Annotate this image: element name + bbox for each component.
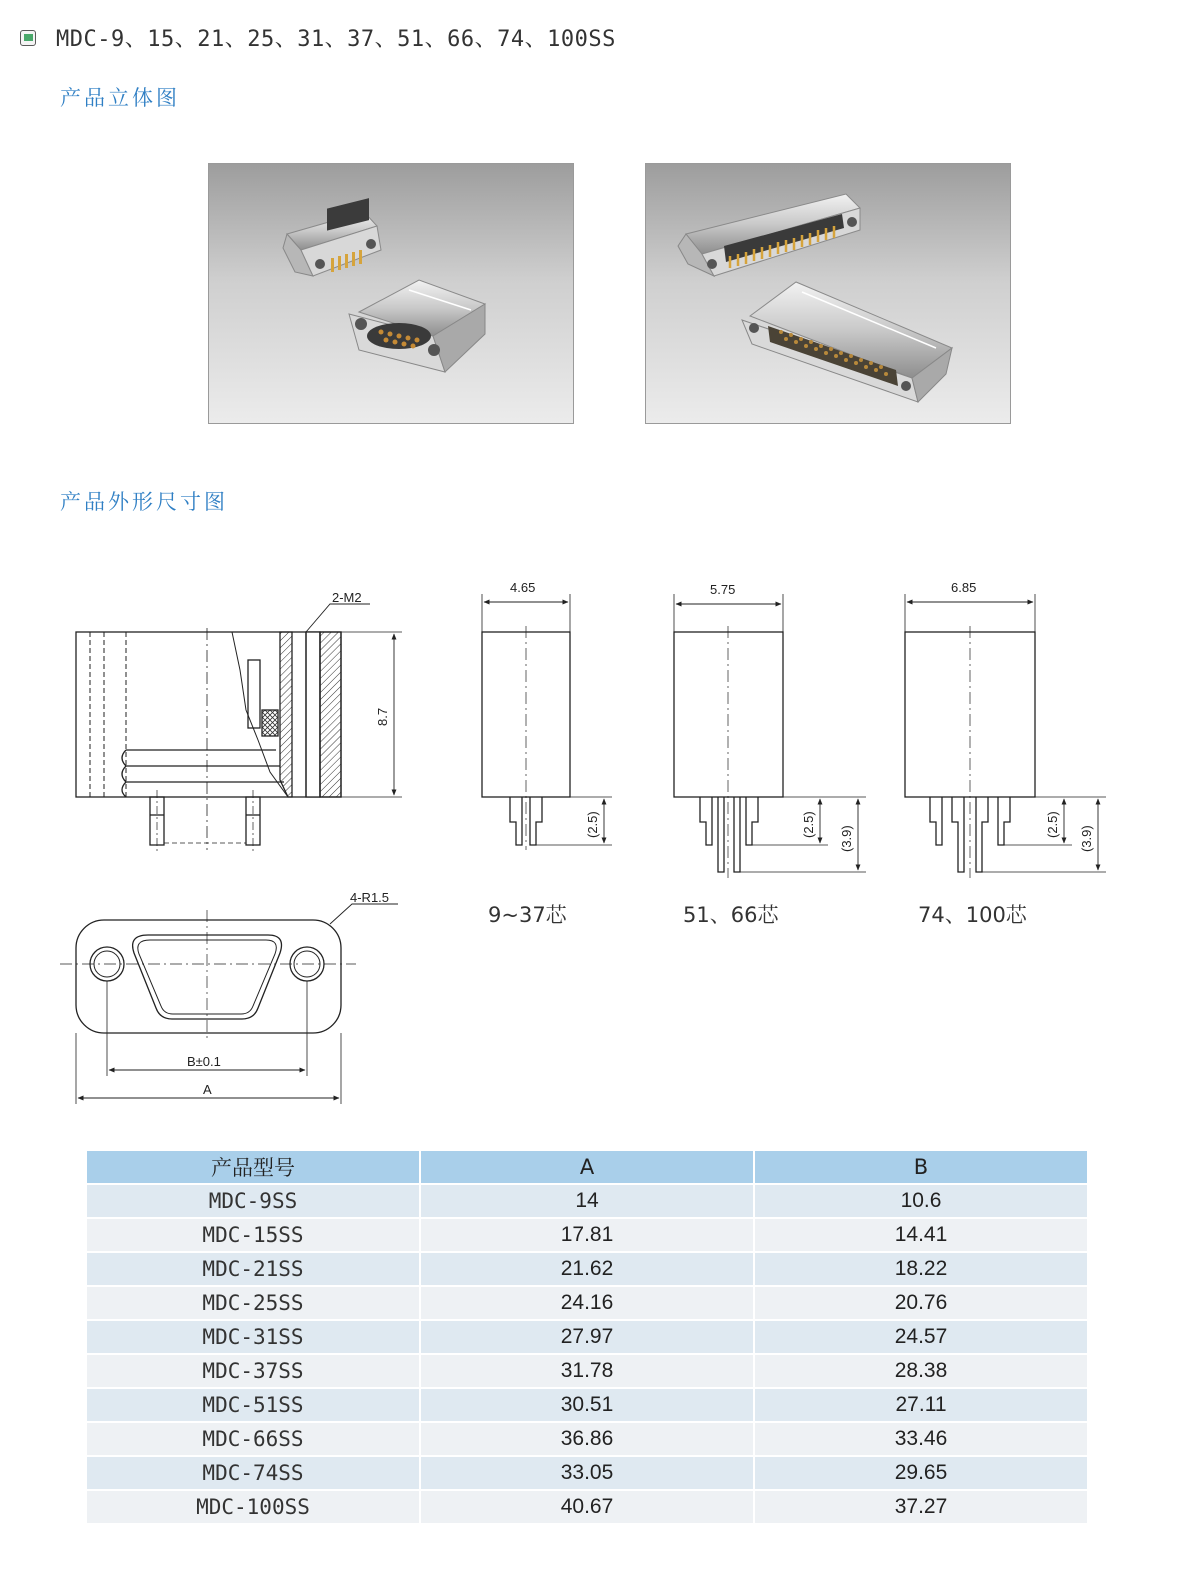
- variant-2-pin-short: (2.5): [801, 811, 816, 838]
- label-b: B±0.1: [187, 1054, 221, 1069]
- cell-a: 36.86: [420, 1422, 754, 1456]
- cell-model: MDC-21SS: [87, 1252, 420, 1286]
- label-radius: 4-R1.5: [350, 890, 390, 905]
- cell-a: 14: [420, 1184, 754, 1218]
- cell-a: 33.05: [420, 1456, 754, 1490]
- variant-1-pin-short: (2.5): [585, 811, 600, 838]
- variant-3-pin-short: (2.5): [1045, 811, 1060, 838]
- label-2m2: 2-M2: [332, 590, 362, 605]
- cell-model: MDC-15SS: [87, 1218, 420, 1252]
- cell-b: 33.46: [754, 1422, 1088, 1456]
- table-row: [87, 1286, 1088, 1320]
- section-heading-photos: 产品立体图: [60, 86, 180, 110]
- side-view-drawing: [76, 604, 402, 852]
- page-title: MDC-9、15、21、25、31、37、51、66、74、100SS: [56, 27, 616, 52]
- cell-model: MDC-37SS: [87, 1354, 420, 1388]
- cell-model: MDC-51SS: [87, 1388, 420, 1422]
- front-view-drawing: [60, 904, 398, 1104]
- square-bullet-icon: [20, 30, 36, 46]
- table-row: [87, 1218, 1088, 1252]
- variant-3-pin-long: (3.9): [1079, 825, 1094, 852]
- cell-a: 27.97: [420, 1320, 754, 1354]
- cell-b: 10.6: [754, 1184, 1088, 1218]
- cell-model: MDC-100SS: [87, 1490, 420, 1524]
- cell-b: 18.22: [754, 1252, 1088, 1286]
- table-row: [87, 1354, 1088, 1388]
- cell-model: MDC-9SS: [87, 1184, 420, 1218]
- cell-b: 28.38: [754, 1354, 1088, 1388]
- product-photo-small-connectors: [208, 163, 574, 424]
- title-row: [20, 22, 616, 53]
- section-heading-dimensions: 产品外形尺寸图: [60, 490, 228, 514]
- cell-b: 37.27: [754, 1490, 1088, 1524]
- cell-model: MDC-74SS: [87, 1456, 420, 1490]
- column-header-model: 产品型号: [87, 1151, 420, 1184]
- variant-drawing-74-100: [905, 594, 1106, 878]
- label-height: 8.7: [375, 707, 390, 726]
- cell-a: 30.51: [420, 1388, 754, 1422]
- variant-1-caption: 9~37芯: [488, 903, 567, 927]
- cell-a: 17.81: [420, 1218, 754, 1252]
- variant-2-pin-long: (3.9): [839, 825, 854, 852]
- spec-table: [87, 1151, 1089, 1525]
- table-row: [87, 1490, 1088, 1524]
- cell-a: 31.78: [420, 1354, 754, 1388]
- label-a: A: [203, 1082, 212, 1097]
- table-row: [87, 1422, 1088, 1456]
- variant-3-width: 6.85: [951, 580, 977, 595]
- cell-a: 24.16: [420, 1286, 754, 1320]
- product-photo-large-connectors: [645, 163, 1011, 424]
- cell-b: 24.57: [754, 1320, 1088, 1354]
- table-row: [87, 1252, 1088, 1286]
- cell-b: 20.76: [754, 1286, 1088, 1320]
- table-row: [87, 1184, 1088, 1218]
- cell-b: 27.11: [754, 1388, 1088, 1422]
- table-header-row: [87, 1151, 1088, 1184]
- variant-drawing-51-66: [674, 594, 866, 878]
- variant-3-caption: 74、100芯: [918, 903, 1027, 927]
- cell-b: 14.41: [754, 1218, 1088, 1252]
- column-header-a: A: [420, 1151, 754, 1184]
- cell-model: MDC-25SS: [87, 1286, 420, 1320]
- dimension-drawing: [0, 560, 1200, 1120]
- cell-a: 40.67: [420, 1490, 754, 1524]
- table-row: [87, 1456, 1088, 1490]
- variant-2-width: 5.75: [710, 582, 736, 597]
- cell-model: MDC-66SS: [87, 1422, 420, 1456]
- cell-b: 29.65: [754, 1456, 1088, 1490]
- variant-1-width: 4.65: [510, 580, 536, 595]
- column-header-b: B: [754, 1151, 1088, 1184]
- cell-model: MDC-31SS: [87, 1320, 420, 1354]
- table-row: [87, 1320, 1088, 1354]
- table-row: [87, 1388, 1088, 1422]
- cell-a: 21.62: [420, 1252, 754, 1286]
- variant-2-caption: 51、66芯: [683, 903, 779, 927]
